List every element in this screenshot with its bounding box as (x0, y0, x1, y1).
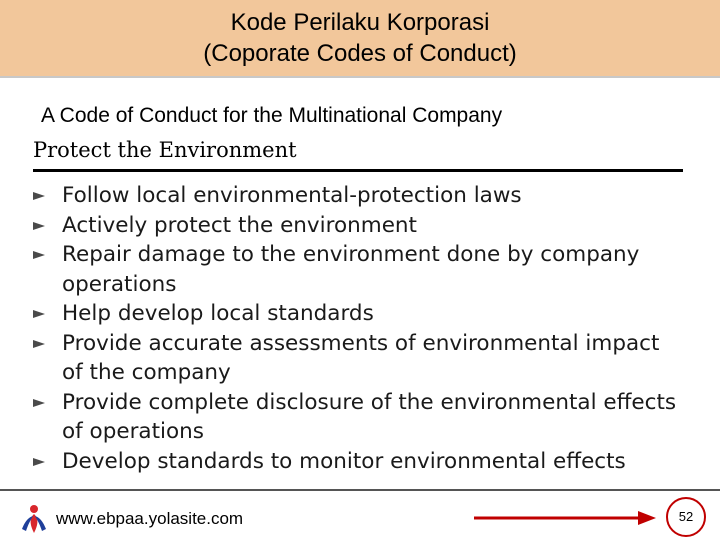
list-item-label: Provide complete disclosure of the environmental effects of operations (62, 389, 677, 444)
arrow-bullet-icon (33, 340, 45, 348)
title-bar (0, 0, 720, 78)
footer-divider (0, 489, 720, 491)
list-item (31, 447, 681, 477)
list-item-label: Help develop local standards (62, 301, 374, 326)
arrow-bullet-icon (33, 192, 45, 200)
page-number-badge: 52 (666, 497, 706, 537)
heading-divider (33, 169, 683, 172)
slide-title-line-2: (Coporate Codes of Conduct) (203, 40, 517, 67)
footer-website-link[interactable]: www.ebpaa.yolasite.com (56, 509, 244, 528)
right-arrow-icon (474, 510, 656, 526)
list-item-label: Follow local environmental-protection laws (62, 183, 522, 208)
list-item (31, 181, 681, 211)
list-item (31, 388, 681, 447)
arrow-bullet-icon (33, 251, 45, 259)
list-item-label: Provide accurate assessments of environmental impact of the company (62, 330, 660, 385)
list-item-label: Repair damage to the environment done by company operations (62, 242, 640, 297)
arrow-bullet-icon (33, 399, 45, 407)
list-item (31, 299, 681, 329)
list-item-label: Develop standards to monitor environmental effects (62, 448, 626, 474)
ebpaa-logo-icon (20, 503, 48, 535)
list-item-label: Actively protect the environment (62, 212, 417, 238)
section-heading: Protect the Environment (33, 138, 297, 162)
list-item (31, 211, 681, 241)
list-item (31, 329, 681, 388)
slide-title-line-1: Kode Perilaku Korporasi (230, 9, 490, 36)
bullet-list (31, 181, 681, 476)
slide-subtitle: A Code of Conduct for the Multinational Company (41, 104, 503, 127)
arrow-bullet-icon (33, 310, 45, 318)
arrow-bullet-icon (33, 222, 45, 230)
arrow-bullet-icon (33, 458, 45, 466)
list-item (31, 240, 681, 299)
